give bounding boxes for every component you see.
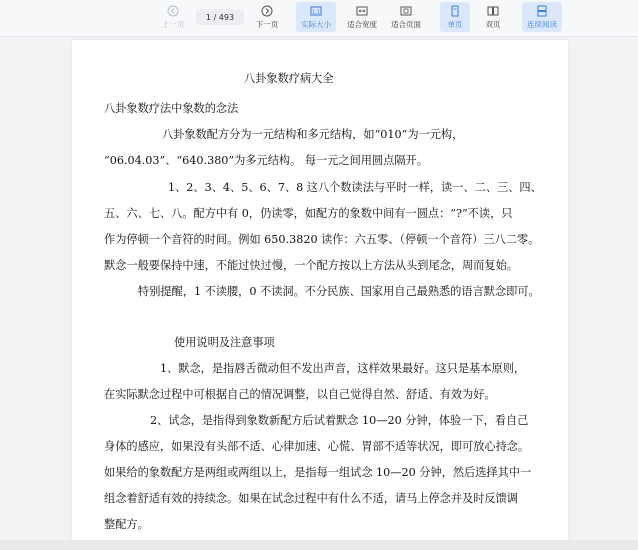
chevron-up-icon bbox=[167, 5, 179, 17]
paragraph-line: 在实际默念过程中可根据自己的情况调整，以自己觉得自然、舒适、有效为好。 bbox=[104, 388, 496, 401]
reader-toolbar bbox=[0, 0, 638, 37]
double-page-label: 双页 bbox=[485, 20, 501, 29]
paragraph-line: “06.04.03”、“640.380”为多元结构。 每一元之间用圆点隔开。 bbox=[104, 154, 428, 167]
next-page-label: 下一页 bbox=[255, 20, 279, 29]
section-heading: 使用说明及注意事项 bbox=[174, 336, 275, 349]
section-heading: 八卦象数疗法中象数的念法 bbox=[104, 102, 239, 115]
single-page-label: 单页 bbox=[447, 20, 463, 29]
fit-page-label: 适合页面 bbox=[391, 20, 421, 29]
svg-text:1:1: 1:1 bbox=[311, 9, 321, 16]
paragraph-line: 整配方。 bbox=[104, 518, 149, 531]
single-page-button[interactable] bbox=[440, 2, 470, 32]
paragraph-line: 1、默念，是指唇舌微动但不发出声音，这样效果最好。这只是基本原则， bbox=[160, 362, 526, 375]
paragraph-line: 如果给的象数配方是两组或两组以上，是指每一组试念 10—20 分钟，然后选择其中一 bbox=[104, 466, 532, 479]
paragraph-line: 身体的感应，如果没有头部不适、心律加速、心慌、胃部不适等状况，即可放心持念。 bbox=[104, 440, 530, 453]
continuous-reading-icon bbox=[536, 5, 548, 17]
fit-width-icon bbox=[356, 5, 368, 17]
page-number-input[interactable] bbox=[196, 9, 244, 25]
bottom-scroll-area[interactable] bbox=[0, 540, 638, 550]
next-page-button[interactable] bbox=[252, 2, 282, 32]
prev-page-label: 上一页 bbox=[161, 20, 185, 29]
paragraph-line: 作为停顿一个音符的时间。例如 650.3820 读作：六五零、（停顿一个音符）三八二零。 bbox=[104, 233, 540, 246]
paragraph-line: 默念一般要保持中速，不能过快过慢，一个配方按以上方法从头到尾念，周而复始。 bbox=[104, 259, 518, 272]
fit-width-button[interactable] bbox=[342, 2, 382, 32]
paragraph-line: 1、2、3、4、5、6、7、8 这八个数读法与平时一样，读一、二、三、四、 bbox=[168, 181, 542, 194]
continuous-reading-label: 连续阅读 bbox=[527, 20, 557, 29]
chevron-right-icon bbox=[261, 5, 273, 17]
paragraph-line: 组念着舒适有效的持续念。如果在试念过程中有什么不适，请马上停念并及时反馈调 bbox=[104, 492, 518, 505]
single-page-icon bbox=[449, 5, 461, 17]
double-page-button[interactable] bbox=[478, 2, 508, 32]
fit-width-label: 适合宽度 bbox=[347, 20, 377, 29]
actual-size-icon bbox=[310, 5, 322, 17]
continuous-reading-button[interactable] bbox=[522, 2, 562, 32]
actual-size-button[interactable] bbox=[296, 2, 336, 32]
fit-page-button[interactable] bbox=[386, 2, 426, 32]
actual-size-label: 实际大小 bbox=[301, 20, 331, 29]
page-total: / 493 bbox=[213, 12, 235, 22]
fit-page-icon bbox=[400, 5, 412, 17]
document-title: 八卦象数疗病大全 bbox=[244, 72, 334, 85]
paragraph-line: 五、六、七、八。配方中有 0，仍读零，如配方的象数中间有一圆点：“?”不读，只 bbox=[104, 207, 513, 220]
prev-page-button[interactable] bbox=[158, 2, 188, 32]
page-current: 1 bbox=[205, 12, 212, 22]
double-page-icon bbox=[487, 5, 499, 17]
document-page bbox=[72, 40, 568, 540]
paragraph-line: 特别提醒，1 不读腰，0 不读洞。不分民族、国家用自己最熟悉的语言默念即可。 bbox=[138, 285, 540, 298]
paragraph-line: 八卦象数配方分为一元结构和多元结构，如“010”为一元构， bbox=[162, 128, 464, 141]
paragraph-line: 2、试念，是指得到象数新配方后试着默念 10—20 分钟，体验一下，看自己 bbox=[150, 414, 529, 427]
